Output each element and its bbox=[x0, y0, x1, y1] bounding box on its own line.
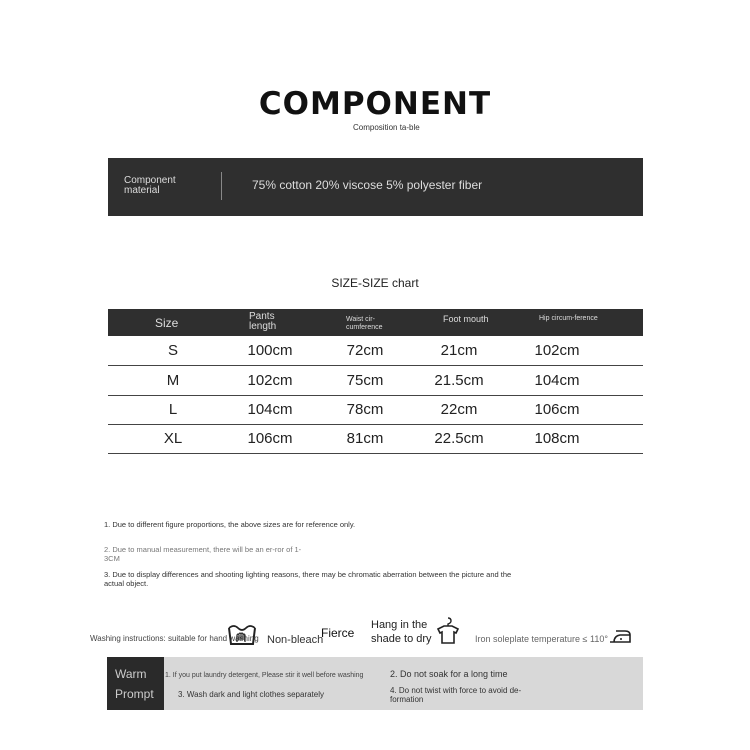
prompt-tip-3: 3. Wash dark and light clothes separately bbox=[178, 690, 325, 699]
prompt-tip-4: 4. Do not twist with force to avoid de-formation bbox=[390, 686, 522, 704]
table-row bbox=[108, 366, 643, 396]
cell-hip: 108cm bbox=[534, 430, 580, 447]
table-row bbox=[108, 395, 643, 425]
cell-hip: 102cm bbox=[534, 342, 580, 359]
header-foot-mouth: Foot mouth bbox=[443, 314, 489, 324]
prompt-word: Prompt bbox=[115, 687, 154, 701]
cell-hip: 104cm bbox=[534, 372, 580, 389]
composition-value: 75% cotton 20% viscose 5% polyester fiber bbox=[252, 178, 483, 192]
table-row bbox=[108, 336, 643, 366]
cell-foot: 21cm bbox=[440, 342, 478, 359]
header-hip: Hip circum-ference bbox=[539, 315, 598, 322]
header-pants-length: Pants length bbox=[249, 311, 277, 332]
note-1: 1. Due to different figure proportions, the above sizes are for reference only. bbox=[104, 520, 356, 529]
cell-size: XL bbox=[163, 430, 183, 447]
prompt-tip-2: 2. Do not soak for a long time bbox=[390, 669, 508, 679]
cell-pants: 106cm bbox=[247, 430, 293, 447]
iron-icon bbox=[608, 628, 632, 644]
cell-pants: 102cm bbox=[247, 372, 293, 389]
page-subtitle: Composition ta-ble bbox=[353, 123, 420, 132]
cell-foot: 22.5cm bbox=[434, 430, 484, 447]
cell-size: L bbox=[168, 401, 178, 418]
composition-panel bbox=[108, 158, 643, 216]
non-bleach-label: Non-bleach bbox=[267, 634, 324, 646]
warm-prompt-panel bbox=[107, 657, 643, 710]
cell-waist: 75cm bbox=[346, 372, 384, 389]
size-chart-title: SIZE-SIZE chart bbox=[331, 276, 419, 290]
note-2: 2. Due to manual measurement, there will be an er-ror of 1-3CM bbox=[104, 545, 302, 563]
header-size: Size bbox=[155, 316, 179, 330]
hang-dry-icon bbox=[433, 616, 463, 646]
warm-prompt-label-block bbox=[107, 657, 164, 710]
size-table-header bbox=[108, 309, 643, 336]
composition-divider bbox=[221, 172, 222, 200]
prompt-tip-1: 1. If you put laundry detergent, Please stir it well before washing bbox=[165, 672, 364, 679]
table-row bbox=[108, 424, 643, 454]
iron-temperature-label: Iron soleplate temperature ≤ 110° bbox=[475, 634, 608, 644]
cell-waist: 72cm bbox=[346, 342, 384, 359]
warm-word: Warm bbox=[115, 667, 147, 681]
cell-pants: 100cm bbox=[247, 342, 293, 359]
hand-wash-icon bbox=[226, 622, 258, 648]
composition-label: Component material bbox=[124, 175, 176, 196]
header-waist: Waist cir-cumference bbox=[346, 316, 383, 331]
cell-size: S bbox=[167, 342, 178, 359]
washing-instructions: Washing instructions: suitable for hand washing bbox=[90, 634, 259, 643]
cell-pants: 104cm bbox=[247, 401, 293, 418]
fierce-label: Fierce bbox=[321, 626, 355, 640]
page-title: COMPONENT bbox=[258, 86, 492, 122]
cell-size: M bbox=[166, 372, 180, 389]
cell-waist: 78cm bbox=[346, 401, 384, 418]
hang-dry-label: Hang in the shade to dry bbox=[371, 619, 432, 645]
note-3: 3. Due to display differences and shooting lighting reasons, there may be chromatic aberration between the picture and the actual object. bbox=[104, 570, 512, 588]
cell-foot: 21.5cm bbox=[434, 372, 484, 389]
cell-hip: 106cm bbox=[534, 401, 580, 418]
cell-foot: 22cm bbox=[440, 401, 478, 418]
cell-waist: 81cm bbox=[346, 430, 384, 447]
